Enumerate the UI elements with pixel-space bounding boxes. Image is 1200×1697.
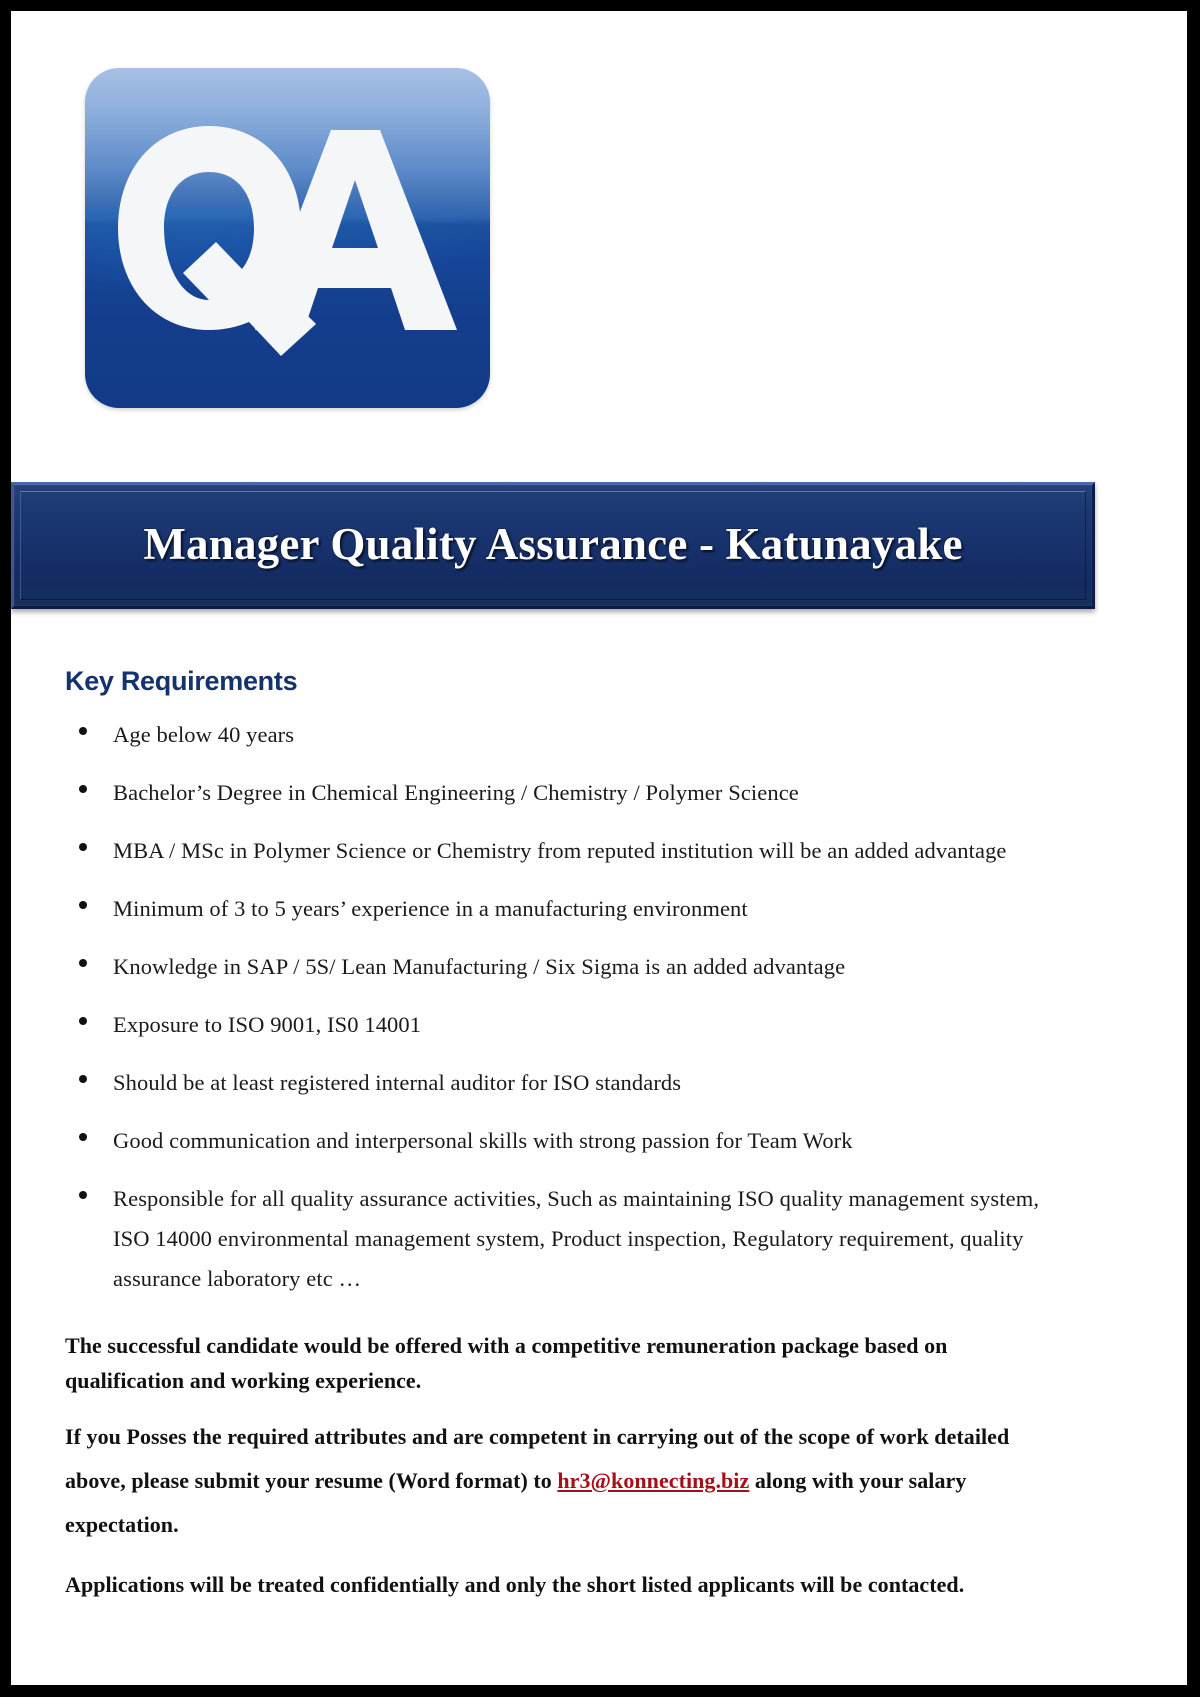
logo-area xyxy=(11,11,1187,481)
bullet-icon xyxy=(79,727,87,735)
requirement-text: Responsible for all quality assurance activities, Such as maintaining ISO quality management system, ISO 14000 environmental management system, Product inspection, Regulatory requirement, quality assurance laboratory etc … xyxy=(113,1186,1040,1292)
list-item xyxy=(65,831,1065,871)
paragraph-remuneration: The successful candidate would be offered with a competitive remuneration package based on qualification and working experience. xyxy=(65,1332,948,1394)
spacer xyxy=(65,1318,1065,1328)
job-content xyxy=(65,666,1065,1623)
requirement-text: Exposure to ISO 9001, IS0 14001 xyxy=(113,1012,422,1038)
bullet-icon xyxy=(79,1133,87,1141)
bullet-icon xyxy=(79,959,87,967)
list-item xyxy=(65,1063,1065,1103)
paragraph-confidentiality: Applications will be treated confidentially and only the short listed applicants will be contacted. xyxy=(65,1571,965,1597)
paragraph-apply xyxy=(65,1415,1065,1547)
bullet-icon xyxy=(79,1017,87,1025)
list-item xyxy=(65,715,1065,755)
list-item xyxy=(65,947,1065,987)
list-item xyxy=(65,773,1065,813)
key-requirements-list xyxy=(65,715,1065,1300)
list-item xyxy=(65,1005,1065,1045)
job-advertisement-sheet xyxy=(11,11,1187,1685)
section-heading-key-requirements: Key Requirements xyxy=(65,666,298,696)
bullet-icon xyxy=(79,1075,87,1083)
bullet-icon xyxy=(79,785,87,793)
apply-email-link[interactable]: hr3@konnecting.biz xyxy=(557,1467,750,1493)
requirement-text: Knowledge in SAP / 5S/ Lean Manufacturing / Six Sigma is an added advantage xyxy=(113,954,846,980)
qa-logo xyxy=(85,68,490,408)
requirement-text: Age below 40 years xyxy=(113,722,295,747)
list-item xyxy=(65,889,1065,929)
requirement-text: MBA / MSc in Polymer Science or Chemistry from reputed institution will be an added advantage xyxy=(113,838,1007,864)
bullet-icon xyxy=(79,1191,87,1199)
apply-text-suffix: along with your salary expectation. xyxy=(65,1467,967,1537)
requirement-text: Bachelor’s Degree in Chemical Engineering / Chemistry / Polymer Science xyxy=(113,780,799,806)
requirement-text: Minimum of 3 to 5 years’ experience in a manufacturing environment xyxy=(113,896,748,922)
page-title: Manager Quality Assurance - Katunayake xyxy=(143,518,963,569)
requirement-text: Good communication and interpersonal skills with strong passion for Team Work xyxy=(113,1128,853,1154)
job-title-banner xyxy=(11,482,1095,609)
list-item xyxy=(65,1179,1065,1299)
bullet-icon xyxy=(79,843,87,851)
list-item xyxy=(65,1121,1065,1161)
apply-text-prefix: If you Posses the required attributes and are competent in carrying out of the scope of work detailed above, please submit your resume (Word format) to xyxy=(65,1423,1010,1493)
requirement-text: Should be at least registered internal auditor for ISO standards xyxy=(113,1070,682,1096)
bullet-icon xyxy=(79,901,87,909)
